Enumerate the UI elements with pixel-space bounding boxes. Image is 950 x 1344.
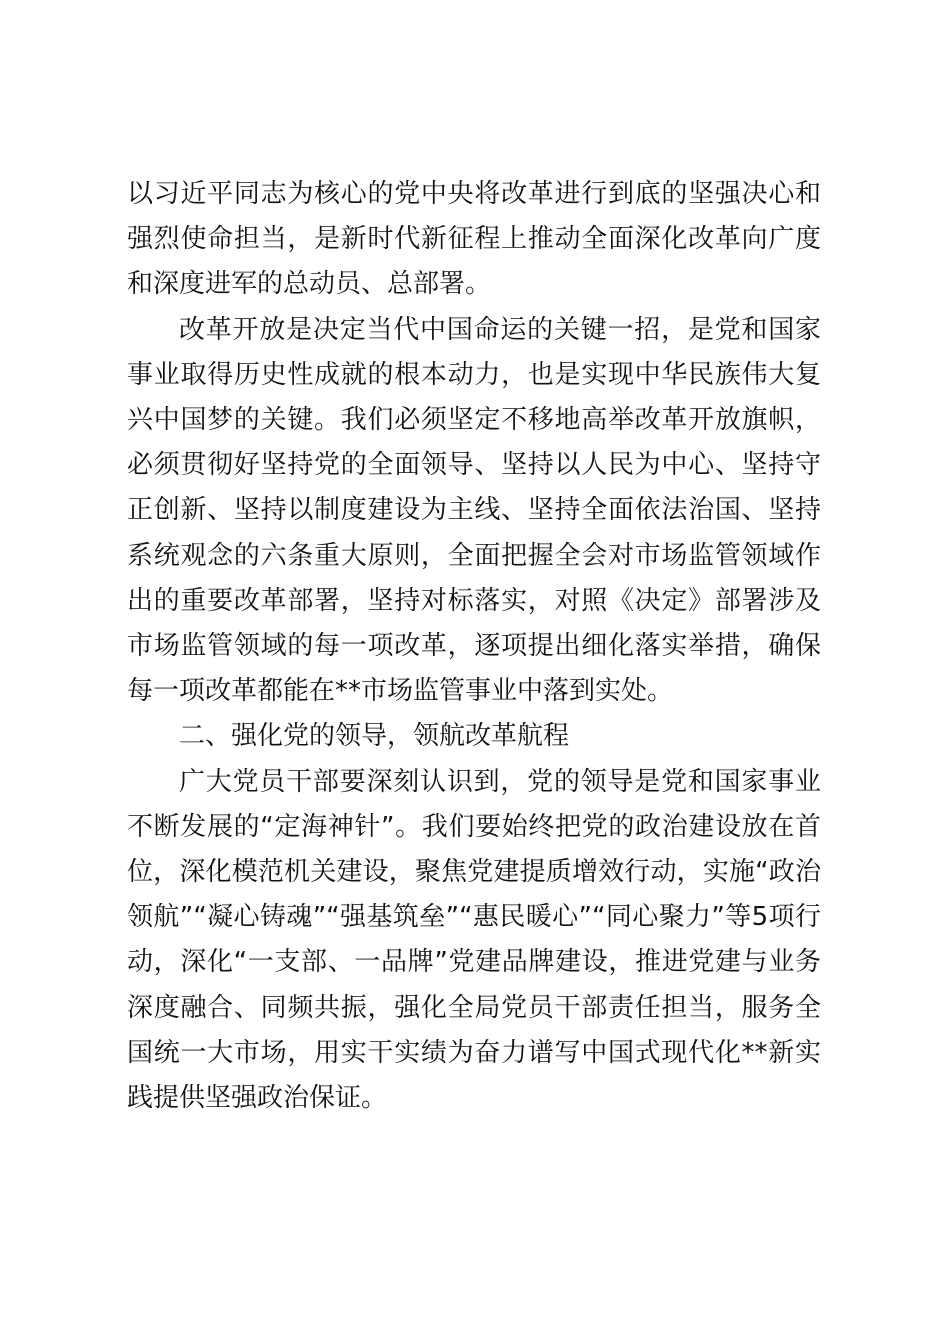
document-body (127, 172, 821, 1121)
paragraph-1: 以习近平同志为核心的党中央将改革进行到底的坚强决心和强烈使命担当，是新时代新征程上推动全面深化改革向广度和深度进军的总动员、总部署。 (127, 179, 821, 300)
paragraph-2: 改革开放是决定当代中国命运的关键一招，是党和国家事业取得历史性成就的根本动力，也是实现中华民族伟大复兴中国梦的关键。我们必须坚定不移地高举改革开放旗帜，必须贯彻好坚持党的全面领导、坚持以人民为中心、坚持守正创新、坚持以制度建设为主线、坚持全面依法治国、坚持系统观念的六条重大原则，全面把握全会对市场监管领域作出的重要改革部署，坚持对标落实，对照《决定》部署涉及市场监管领域的每一项改革，逐项提出细化落实举措，确保每一项改革都能在**市场监管事业中落到实处。 (127, 314, 821, 707)
section-heading: 二、强化党的领导，领航改革航程 (179, 721, 570, 752)
paragraph-3: 广大党员干部要深刻认识到，党的领导是党和国家事业不断发展的“定海神针”。我们要始终把党的政治建设放在首位，深化模范机关建设，聚焦党建提质增效行动，实施“政治领航”“凝心铸魂”“强基筑垒”“惠民暖心”“同心聚力”等5项行动，深化“一支部、一品牌”党建品牌建设，推进党建与业务深度融合、同频共振，强化全局党员干部责任担当，服务全国统一大市场，用实干实绩为奋力谱写中国式现代化**新实践提供坚强政治保证。 (127, 766, 821, 1114)
